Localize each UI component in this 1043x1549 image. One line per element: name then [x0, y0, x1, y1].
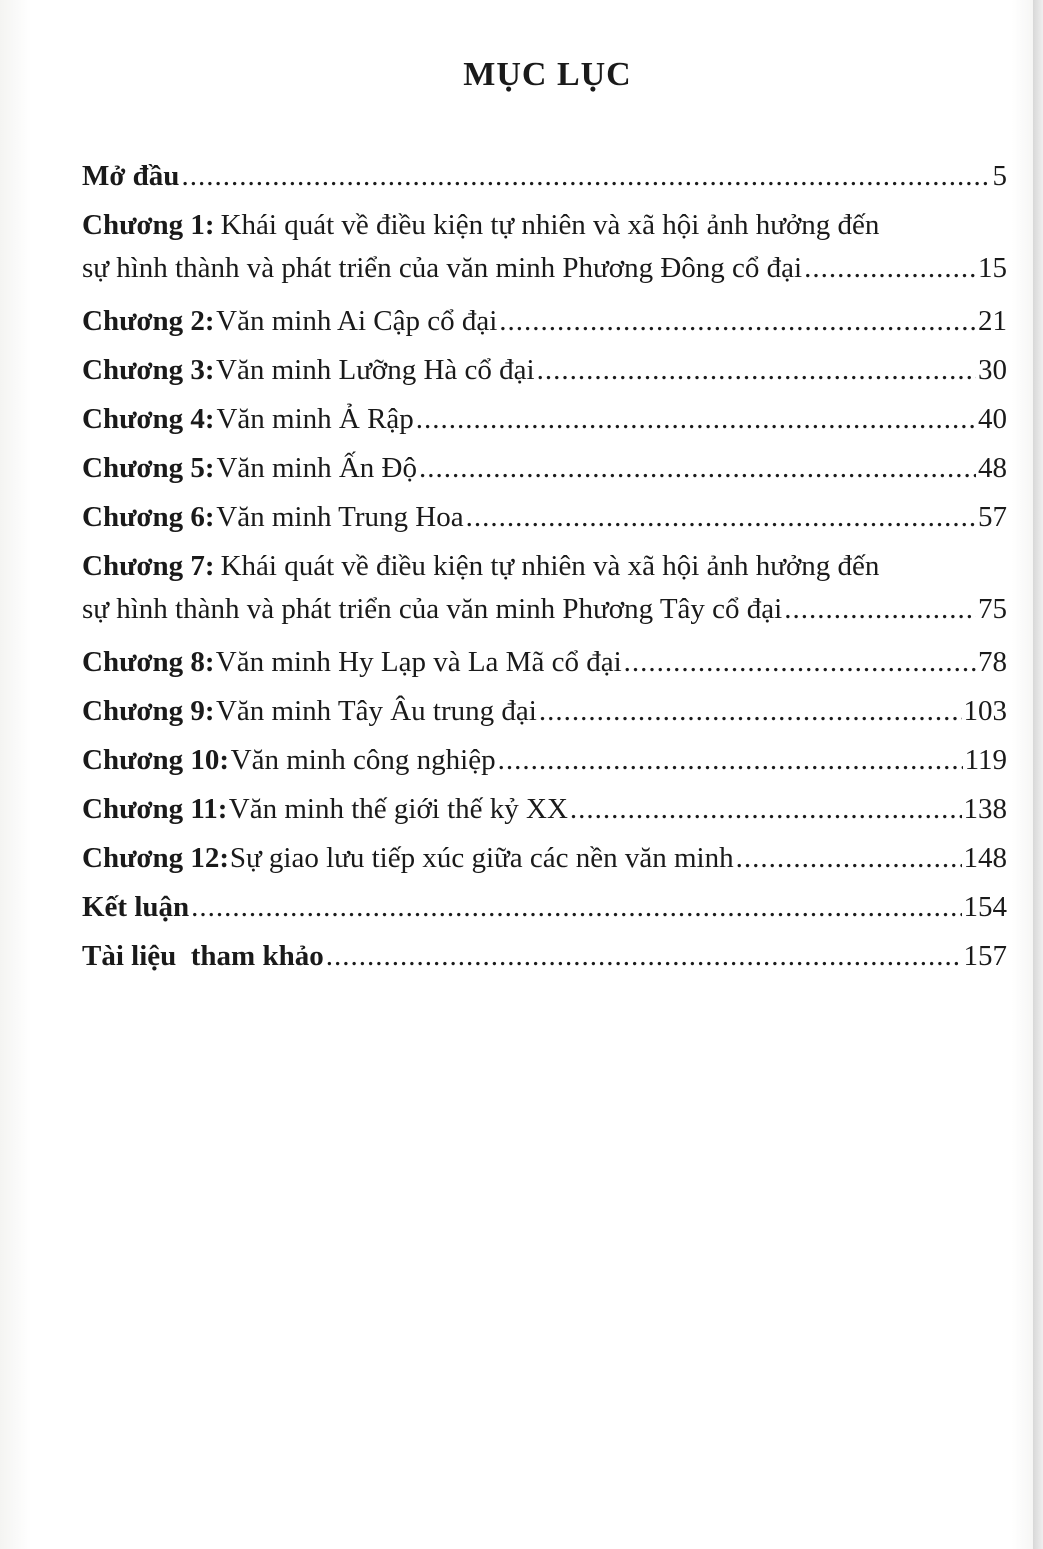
dot-leader: [416, 395, 976, 444]
toc-entry-label: Tài liệu tham khảo: [82, 940, 324, 972]
toc-page-number: 78: [978, 646, 1007, 678]
toc-page-number: 48: [978, 452, 1007, 484]
toc-entry-label: Chương 1:: [82, 209, 215, 241]
toc-entry-title: Khái quát về điều kiện tự nhiên và xã hội ảnh hưởng đến: [220, 550, 880, 582]
toc-entry-references[interactable]: [82, 932, 1007, 981]
toc-entry-chapter-1[interactable]: [82, 205, 1007, 297]
toc-entry-label: Chương 2:: [82, 305, 215, 337]
toc-entry-label: Chương 9:: [82, 695, 215, 727]
toc-entry-chapter-3[interactable]: [82, 346, 1007, 395]
toc-entry-chapter-5[interactable]: [82, 444, 1007, 493]
toc-entry-chapter-7[interactable]: [82, 546, 1007, 638]
toc-entry-label: Chương 12:: [82, 842, 230, 874]
dot-leader: [181, 152, 990, 201]
toc-page-number: 21: [978, 305, 1007, 337]
toc-entry-label: Mở đầu: [82, 160, 180, 192]
toc-entry-chapter-9[interactable]: [82, 687, 1007, 736]
dot-leader: [326, 932, 962, 981]
toc-entry-title: Khái quát về điều kiện tự nhiên và xã hội ảnh hưởng đến: [220, 209, 880, 241]
toc-page-number: 75: [978, 593, 1007, 625]
toc-page-number: 15: [978, 252, 1007, 284]
dot-leader: [466, 493, 976, 542]
toc-entry-chapter-4[interactable]: [82, 395, 1007, 444]
toc-entry-chapter-11[interactable]: [82, 785, 1007, 834]
table-of-contents: [82, 152, 1007, 981]
toc-page-number: 40: [978, 403, 1007, 435]
toc-entry-title: Sự giao lưu tiếp xúc giữa các nền văn minh: [229, 842, 734, 874]
toc-page-number: 138: [963, 793, 1007, 825]
dot-leader: [539, 687, 962, 736]
toc-page-number: 119: [964, 744, 1007, 776]
toc-entry-title: Văn minh Lưỡng Hà cổ đại: [216, 354, 535, 386]
toc-page-number: 30: [978, 354, 1007, 386]
toc-page-number: 5: [992, 160, 1007, 192]
dot-leader: [784, 586, 976, 632]
toc-page-number: 157: [963, 940, 1007, 972]
dot-leader: [499, 297, 976, 346]
toc-entry-conclusion[interactable]: [82, 883, 1007, 932]
toc-entry-title: Văn minh thế giới thế kỷ XX: [228, 793, 568, 825]
toc-entry-title: Văn minh Hy Lạp và La Mã cổ đại: [215, 646, 622, 678]
toc-entry-title-continued: sự hình thành và phát triển của văn minh Phương Tây cổ đại: [82, 593, 783, 625]
dot-leader: [624, 638, 976, 687]
page-edge: [1033, 0, 1043, 1549]
toc-page-number: 148: [963, 842, 1007, 874]
toc-entry-label: Chương 3:: [82, 354, 215, 386]
toc-entry-title: Văn minh công nghiệp: [230, 744, 496, 776]
toc-entry-chapter-8[interactable]: [82, 638, 1007, 687]
toc-entry-label: Chương 8:: [82, 646, 215, 678]
dot-leader: [191, 883, 961, 932]
dot-leader: [419, 444, 976, 493]
toc-entry-title: Văn minh Trung Hoa: [216, 501, 464, 533]
toc-entry-chapter-12[interactable]: [82, 834, 1007, 883]
toc-page-number: 103: [963, 695, 1007, 727]
toc-entry-title: Văn minh Ả Rập: [216, 403, 414, 435]
toc-entry-chapter-10[interactable]: [82, 736, 1007, 785]
dot-leader: [570, 785, 962, 834]
toc-entry-label: Chương 6:: [82, 501, 215, 533]
dot-leader: [804, 245, 976, 291]
toc-entry-title-continued: sự hình thành và phát triển của văn minh Phương Đông cổ đại: [82, 252, 803, 284]
toc-entry-chapter-2[interactable]: [82, 297, 1007, 346]
page-title: MỤC LỤC: [463, 56, 632, 93]
toc-entry-label: Chương 4:: [82, 403, 215, 435]
toc-entry-label: Kết luận: [82, 891, 190, 923]
toc-entry-title: Văn minh Tây Âu trung đại: [215, 695, 537, 727]
dot-leader: [537, 346, 976, 395]
toc-entry-chapter-6[interactable]: [82, 493, 1007, 542]
toc-entry-intro[interactable]: [82, 152, 1007, 201]
toc-entry-label: Chương 5:: [82, 452, 215, 484]
toc-entry-label: Chương 7:: [82, 550, 215, 582]
dot-leader: [498, 736, 963, 785]
toc-page-number: 57: [978, 501, 1007, 533]
toc-entry-title: Văn minh Ai Cập cổ đại: [216, 305, 498, 337]
toc-entry-title: Văn minh Ấn Độ: [216, 452, 418, 484]
toc-entry-label: Chương 10:: [82, 744, 230, 776]
dot-leader: [736, 834, 962, 883]
toc-entry-label: Chương 11:: [82, 793, 228, 825]
toc-page-number: 154: [963, 891, 1007, 923]
